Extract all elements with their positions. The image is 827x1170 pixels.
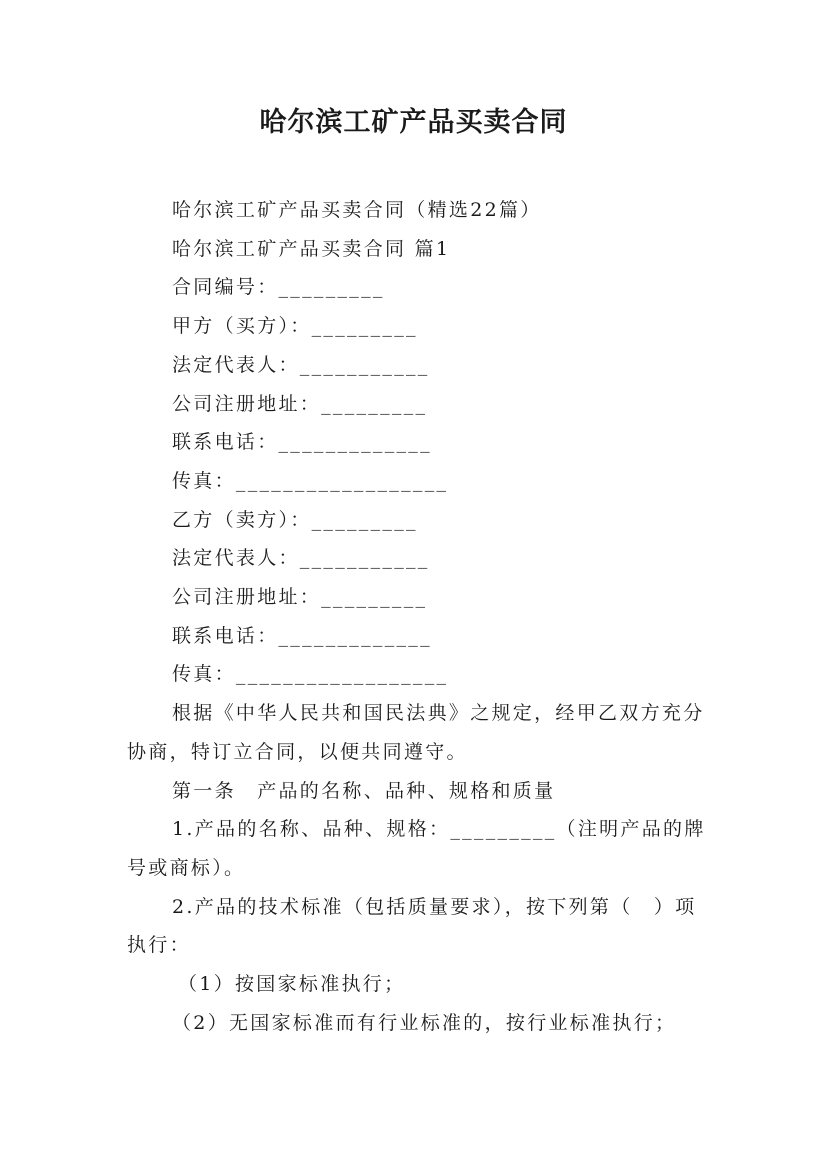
party-a-address-field: 公司注册地址：_________ [172, 392, 428, 415]
party-b-address-field: 公司注册地址：_________ [172, 586, 428, 609]
party-a-fax-field: 传真：__________________ [172, 469, 449, 492]
section-heading: 哈尔滨工矿产品买卖合同 篇1 [172, 237, 451, 260]
clause-two-paragraph: 2.产品的技术标准（包括质量要求），按下列第（ ）项执行： [127, 895, 697, 957]
clause-one-paragraph: 1.产品的名称、品种、规格：_________（注明产品的牌号或商标）。 [127, 818, 706, 879]
party-a-phone-field: 联系电话：_____________ [172, 431, 432, 454]
party-b-representative-field: 法定代表人：___________ [172, 547, 430, 570]
party-b-phone-field: 联系电话：_____________ [172, 624, 432, 647]
party-a-representative-field: 法定代表人：___________ [172, 353, 430, 376]
document-subtitle: 哈尔滨工矿产品买卖合同（精选22篇） [172, 199, 542, 221]
contract-number-field: 合同编号：_________ [172, 276, 385, 299]
document-body [127, 191, 707, 1042]
party-b-field: 乙方（卖方）：_________ [172, 508, 418, 531]
preamble-paragraph: 根据《中华人民共和国民法典》之规定，经甲乙双方充分协商，特订立合同，以便共同遵守。 [127, 702, 705, 763]
party-b-fax-field: 传真：__________________ [172, 663, 449, 686]
document-title: 哈尔滨工矿产品买卖合同 [259, 107, 568, 138]
party-a-field: 甲方（买方）：_________ [172, 315, 418, 338]
article-one-heading: 第一条 产品的名称、品种、规格和质量 [172, 779, 556, 802]
option-one-item: （1）按国家标准执行； [178, 973, 406, 996]
option-two-item: （2）无国家标准而有行业标准的，按行业标准执行； [172, 1011, 677, 1034]
